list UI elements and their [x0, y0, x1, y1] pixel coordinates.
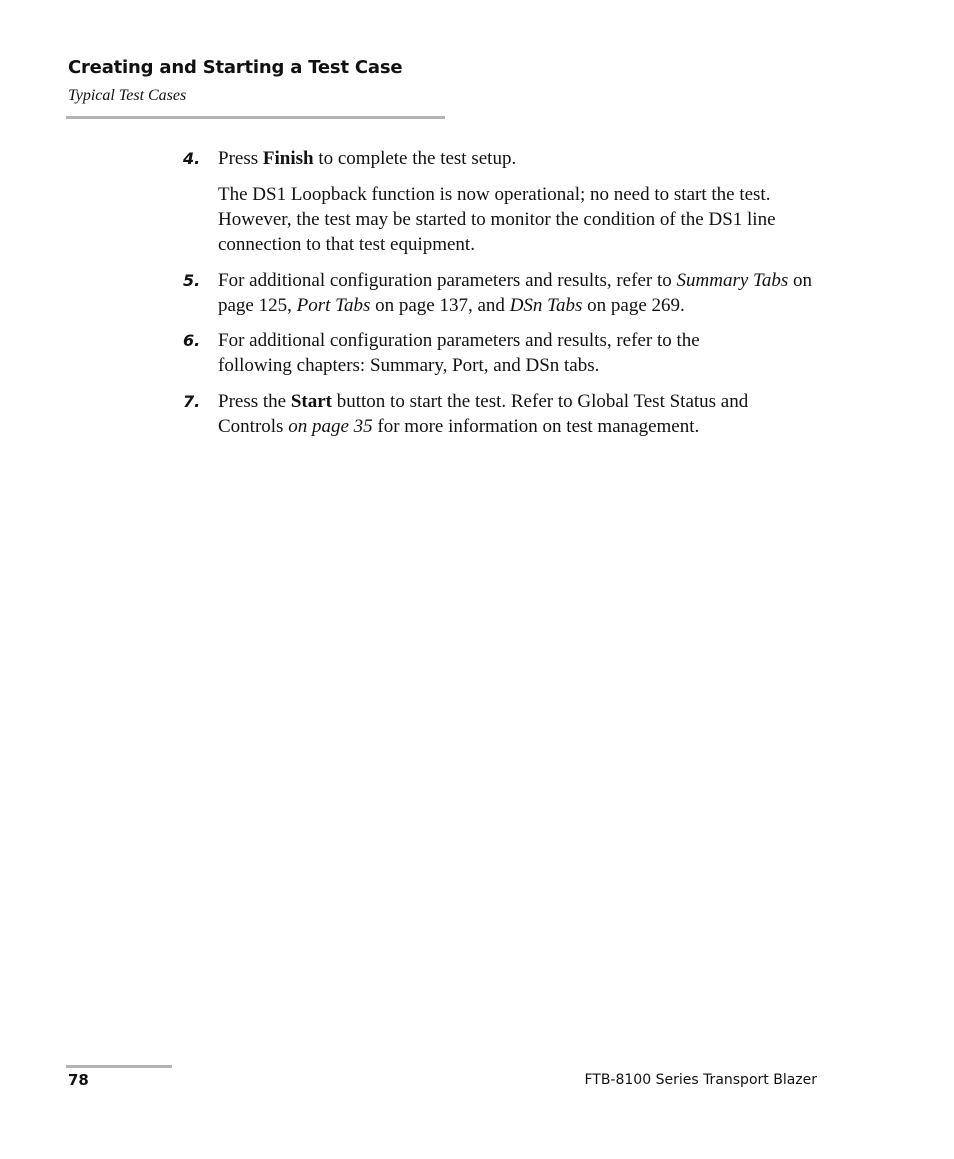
step-number: 4.	[183, 149, 201, 168]
page-number: 78	[68, 1071, 89, 1089]
section-subtitle: Typical Test Cases	[68, 87, 187, 104]
footer-divider	[66, 1065, 172, 1068]
step-number: 5.	[183, 271, 201, 290]
link-port-tabs[interactable]: Port Tabs	[296, 295, 371, 316]
product-name: FTB-8100 Series Transport Blazer	[584, 1072, 817, 1088]
header-divider	[66, 116, 445, 119]
step-5	[183, 268, 823, 318]
link-page-35[interactable]: on page 35	[288, 416, 373, 437]
step-text: For additional configuration parameters and results, refer to the following chapters: Summary, Port, and DSn tabs.	[218, 330, 700, 376]
step-text: For additional configuration parameters and results, refer to Summary Tabs on page 125, Port Tabs on page 137, and DSn Tabs on page 269.	[218, 270, 812, 316]
step-7	[183, 389, 823, 439]
link-summary-tabs[interactable]: Summary Tabs	[676, 270, 789, 291]
step-4	[183, 146, 823, 268]
step-number: 7.	[183, 392, 201, 411]
step-number: 6.	[183, 331, 201, 350]
step-note: The DS1 Loopback function is now operational; no need to start the test. However, the test may be started to monitor the condition of the DS1 line connection to that test equipment.	[218, 184, 776, 255]
step-text: Press the Start button to start the test. Refer to Global Test Status and Controls on page 35 for more information on test management.	[218, 391, 749, 437]
link-dsn-tabs[interactable]: DSn Tabs	[509, 295, 583, 316]
step-6	[183, 328, 823, 378]
chapter-title: Creating and Starting a Test Case	[68, 57, 403, 78]
step-text: Press Finish to complete the test setup.	[218, 148, 517, 169]
